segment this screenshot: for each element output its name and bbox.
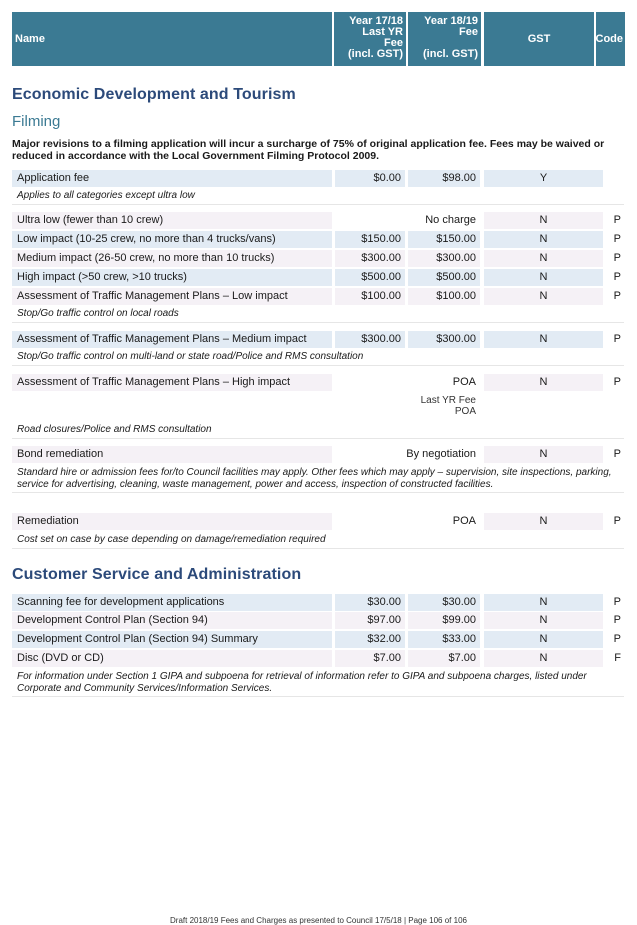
row-name: Medium impact (26-50 crew, no more than 10 trucks) [12,250,332,267]
table-row [12,288,625,305]
row-description: Applies to all categories except ultra low [12,190,624,205]
row-last-yr-fee: $32.00 [335,631,405,648]
header-fee-line2: Fee [459,26,478,38]
table-row [12,212,625,229]
row-name: Assessment of Traffic Management Plans – High impact [12,374,332,391]
last-yr-fee-label: Last YR Fee [420,395,476,406]
row-description: Road closures/Police and RMS consultation [12,424,624,439]
table-row [12,513,625,530]
table-row [12,631,625,648]
header-last-yr-line3: Fee [384,37,403,49]
row-name: Remediation [12,513,332,530]
row-gst: N [484,288,603,305]
last-yr-fee-value: POA [454,406,476,417]
row-gst: N [484,631,603,648]
row-name: Development Control Plan (Section 94) Summary [12,631,332,648]
table-row [12,269,625,286]
row-gst: N [484,212,603,229]
row-gst: N [484,269,603,286]
row-name: Ultra low (fewer than 10 crew) [12,212,332,229]
row-code: P [613,596,621,608]
row-fee: $100.00 [408,288,480,305]
row-last-yr-fee: $150.00 [335,231,405,248]
row-gst: N [484,331,603,348]
page-footer: Draft 2018/19 Fees and Charges as presented to Council 17/5/18 | Page 106 of 106 [170,916,467,925]
table-row [12,231,625,248]
row-fee: $150.00 [408,231,480,248]
row-fee: $99.00 [408,612,480,629]
row-code: P [613,376,621,388]
row-description: Stop/Go traffic control on multi-land or state road/Police and RMS consultation [12,351,624,366]
row-last-yr-fee: $30.00 [335,594,405,611]
section-title-economic-development: Economic Development and Tourism [12,86,296,103]
row-description: Cost set on case by case depending on damage/remediation required [12,534,624,549]
table-row [12,594,625,611]
row-last-yr-fee: $500.00 [335,269,405,286]
filming-note: Major revisions to a filming application will incur a surcharge of 75% of original application fee. Fees may be waived or reduced in accordance with the Local Government Filming Protocol 2009. [12,138,605,162]
row-code: P [613,448,621,460]
row-last-yr-fee: $0.00 [335,170,405,187]
column-header-name [12,12,332,66]
row-code: P [613,333,621,345]
column-header-gst [484,12,594,66]
row-fee: $300.00 [408,331,480,348]
row-code [606,170,625,187]
row-fee-span: POA [452,515,476,527]
row-code: P [613,233,621,245]
row-name: Assessment of Traffic Management Plans – Medium impact [12,331,332,348]
table-row [12,650,625,667]
row-gst: N [484,374,603,391]
table-row [12,250,625,267]
row-code: P [613,515,621,527]
table-row [12,170,625,187]
table-row [12,331,625,348]
column-header-code [596,12,625,66]
row-last-yr-fee: $300.00 [335,331,405,348]
row-code: P [613,214,621,226]
row-fee: $500.00 [408,269,480,286]
last-yr-fee-note [347,395,476,417]
header-fee-line1: Year 18/19 [424,15,478,27]
row-code: P [613,614,621,626]
row-last-yr-fee: $7.00 [335,650,405,667]
row-fee: $30.00 [408,594,480,611]
row-gst: N [484,446,603,463]
row-gst: N [484,612,603,629]
row-code: P [613,290,621,302]
header-name-label: Name [15,32,45,45]
header-last-yr-line2: Last YR [362,26,403,38]
table-row [12,374,625,391]
row-last-yr-fee: $100.00 [335,288,405,305]
row-name: Bond remediation [12,446,332,463]
row-name: Application fee [12,170,332,187]
row-description: Standard hire or admission fees for/to Council facilities may apply. Other fees which may apply – supervision, site inspections, parking, service for advertising, cleaning, waste management, power and access, inspection of constructed facilities. [12,467,624,493]
table-row [12,446,625,463]
row-fee: $7.00 [408,650,480,667]
section-title-customer-service: Customer Service and Administration [12,566,302,583]
row-code: P [613,633,621,645]
subsection-title-filming: Filming [12,113,61,130]
row-code: P [613,271,621,283]
row-gst: N [484,250,603,267]
row-description: Stop/Go traffic control on local roads [12,308,624,323]
row-fee-span: POA [452,376,476,388]
row-gst: N [484,594,603,611]
header-fee-line3: (incl. GST) [423,48,478,60]
row-name: Assessment of Traffic Management Plans – Low impact [12,288,332,305]
header-code-label: Code [595,32,623,45]
row-fee: $98.00 [408,170,480,187]
header-last-yr-line4: (incl. GST) [348,48,403,60]
row-fee-span: By negotiation [406,448,476,460]
table-row [12,612,625,629]
row-name: Development Control Plan (Section 94) [12,612,332,629]
header-last-yr-line1: Year 17/18 [349,15,403,27]
column-header-fee [408,12,481,66]
header-gst-label: GST [527,32,551,45]
column-header-last-yr-fee [334,12,406,66]
row-code: F [614,652,621,664]
row-fee: $300.00 [408,250,480,267]
row-gst: Y [484,170,603,187]
row-gst: N [484,650,603,667]
row-gst: N [484,231,603,248]
row-fee: $33.00 [408,631,480,648]
row-name: Low impact (10-25 crew, no more than 4 trucks/vans) [12,231,332,248]
row-fee-span: No charge [425,214,476,226]
row-code: P [613,252,621,264]
row-name: Disc (DVD or CD) [12,650,332,667]
row-name: Scanning fee for development applications [12,594,332,611]
row-last-yr-fee: $300.00 [335,250,405,267]
row-gst: N [484,513,603,530]
row-name: High impact (>50 crew, >10 trucks) [12,269,332,286]
row-description: For information under Section 1 GIPA and subpoena for retrieval of information refer to GIPA and subpoena charges, listed under Corporate and Community Services/Information Services. [12,671,624,697]
row-last-yr-fee: $97.00 [335,612,405,629]
